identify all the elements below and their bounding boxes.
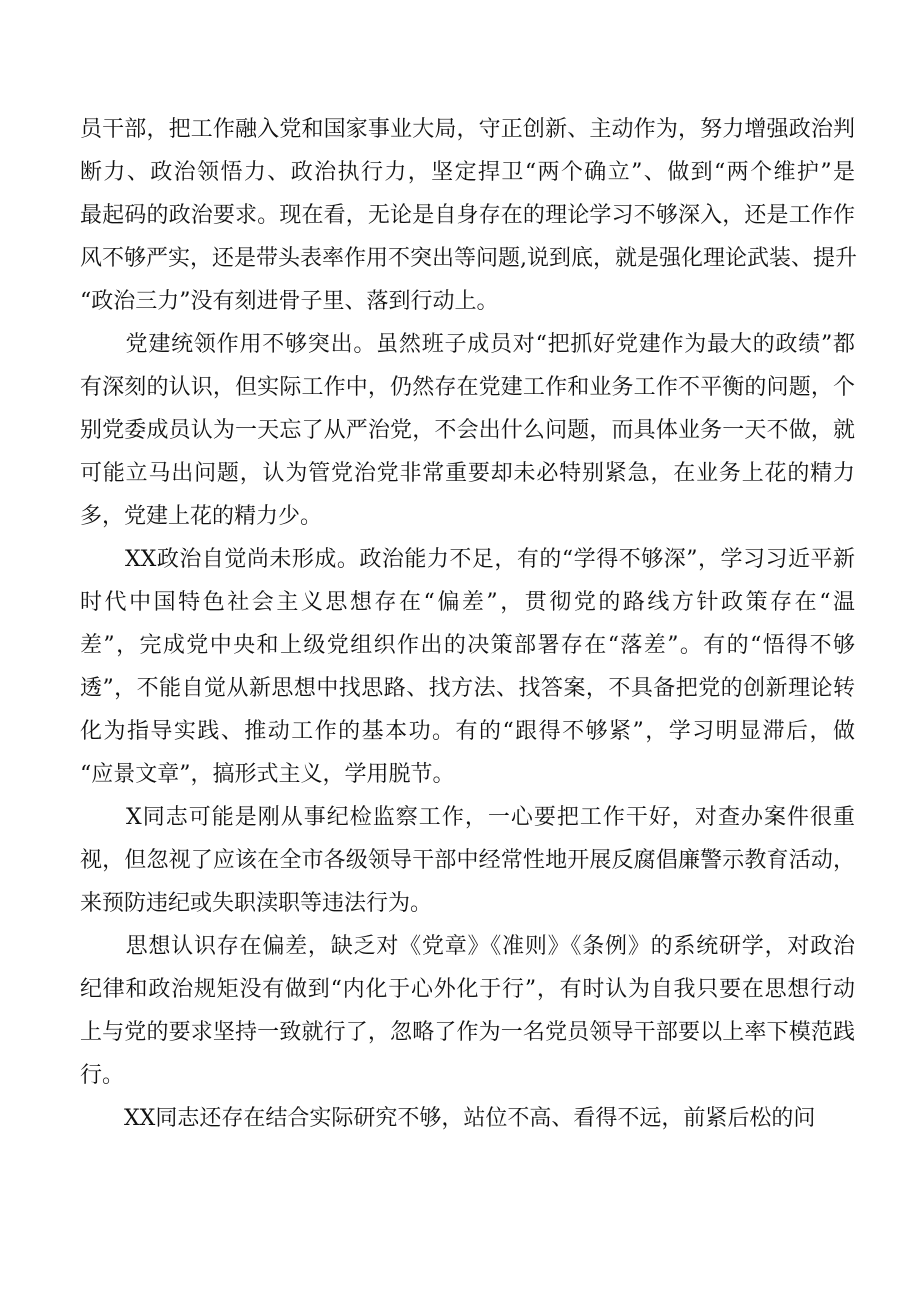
text-line: 员干部，把工作融入党和国家事业大局，守正创新、主动作为，努力增强政治判 [80,117,855,142]
text-line: 时代中国特色社会主义思想存在“偏差”，贯彻党的路线方针政策存在“温 [80,590,855,615]
text-line: 行。 [80,1063,125,1088]
text-line: 上与党的要求坚持一致就行了，忽略了作为一名党员领导干部要以上率下模范践 [80,1020,855,1045]
text-line: 别党委成员认为一天忘了从严治党，不会出什么问题，而具体业务一天不做，就 [80,418,855,443]
text-line: 有深刻的认识，但实际工作中，仍然存在党建工作和业务工作不平衡的问题，个 [80,375,855,400]
text-line: 多，党建上花的精力少。 [80,504,323,529]
paragraph [80,1097,855,1140]
text-line: X同志可能是刚从事纪检监察工作，一心要把工作干好，对查办案件很重 [80,805,855,830]
text-line: 风不够严实，还是带头表率作用不突出等问题,说到底，就是强化理论武装、提升 [80,246,857,271]
paragraph [80,538,855,796]
paragraph [80,925,855,1097]
text-line: 差”，完成党中央和上级党组织作出的决策部署存在“落差”。有的“悟得不够 [80,633,855,658]
text-line: 思想认识存在偏差，缺乏对《党章》《准则》《条例》的系统研学，对政治 [80,934,855,959]
paragraph [80,323,855,538]
text-line: 最起码的政治要求。现在看，无论是自身存在的理论学习不够深入，还是工作作 [80,203,855,228]
text-line: “政治三力”没有刻进骨子里、落到行动上。 [80,289,499,314]
text-line: 纪律和政治规矩没有做到“内化于心外化于行”，有时认为自我只要在思想行动 [80,977,855,1002]
text-line: “应景文章”，搞形式主义，学用脱节。 [80,762,455,787]
text-line: 视，但忽视了应该在全市各级领导干部中经常性地开展反腐倡廉警示教育活动， [80,848,855,873]
text-line: XX政治自觉尚未形成。政治能力不足，有的“学得不够深”，学习习近平新 [80,547,855,572]
text-line: 来预防违纪或失职渎职等违法行为。 [80,891,433,916]
paragraph [80,796,855,925]
paragraph [80,108,855,323]
text-line: 断力、政治领悟力、政治执行力，坚定捍卫“两个确立”、做到“两个维护”是 [80,160,855,185]
text-line: 透”，不能自觉从新思想中找思路、找方法、找答案，不具备把党的创新理论转 [80,676,855,701]
text-line: 党建统领作用不够突出。虽然班子成员对“把抓好党建作为最大的政绩”都 [80,332,855,357]
document-body [80,108,855,1140]
text-line: XX同志还存在结合实际研究不够，站位不高、看得不远，前紧后松的问 [80,1106,816,1131]
text-line: 可能立马出问题，认为管党治党非常重要却未必特别紧急，在业务上花的精力 [80,461,855,486]
text-line: 化为指导实践、推动工作的基本功。有的“跟得不够紧”，学习明显滞后，做 [80,719,855,744]
